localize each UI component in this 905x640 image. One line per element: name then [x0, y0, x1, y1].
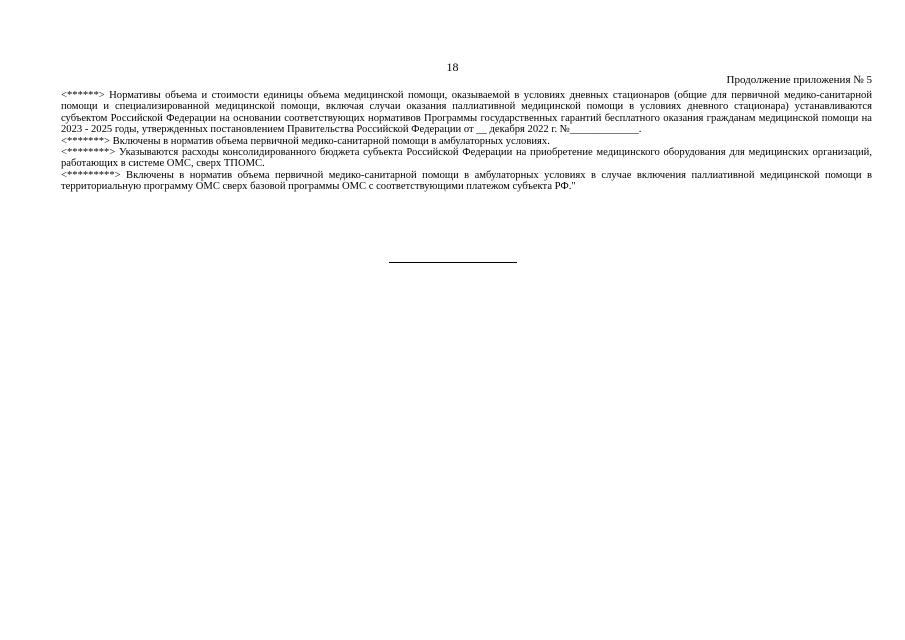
page-number: 18	[446, 60, 459, 74]
footnotes-block	[61, 90, 872, 193]
footnote-7-stars: <*******> Включены в норматив объема первичной медико-санитарной помощи в амбулаторных условиях.	[61, 135, 550, 147]
footnote-8-stars: <********> Указываются расходы консолидированного бюджета субъекта Российской Федерации на приобретение медицинского оборудования для медицинских организаций, работающих в системе ОМС, сверх ТПОМС.	[61, 147, 872, 170]
footnote-6-stars: <******> Нормативы объема и стоимости единицы объема медицинской помощи, оказываемой в условиях дневных стационаров (общие для первичной медико-санитарной помощи и специализированной медицинской помощи, включая случаи оказания паллиативной медицинской помощи в условиях дневного стационара) устанавливаются субъектом Российской Федерации на основании соответствующих нормативов Программы государственных гарантий бесплатного оказания гражданам медицинской помощи на 2023 - 2025 годы, утвержденных постановлением Правительства Российской Федерации от __ декабря 2022 г. №_____________.	[61, 90, 872, 136]
appendix-continuation-label: Продолжение приложения № 5	[726, 74, 872, 86]
end-separator-line	[389, 262, 517, 263]
footnote-9-stars: <*********> Включены в норматив объема первичной медико-санитарной помощи в амбулаторных условиях в случае включения паллиативной медицинской помощи в территориальную программу ОМС сверх базовой программы ОМС с соответствующими платежом субъекта РФ."	[61, 169, 872, 193]
